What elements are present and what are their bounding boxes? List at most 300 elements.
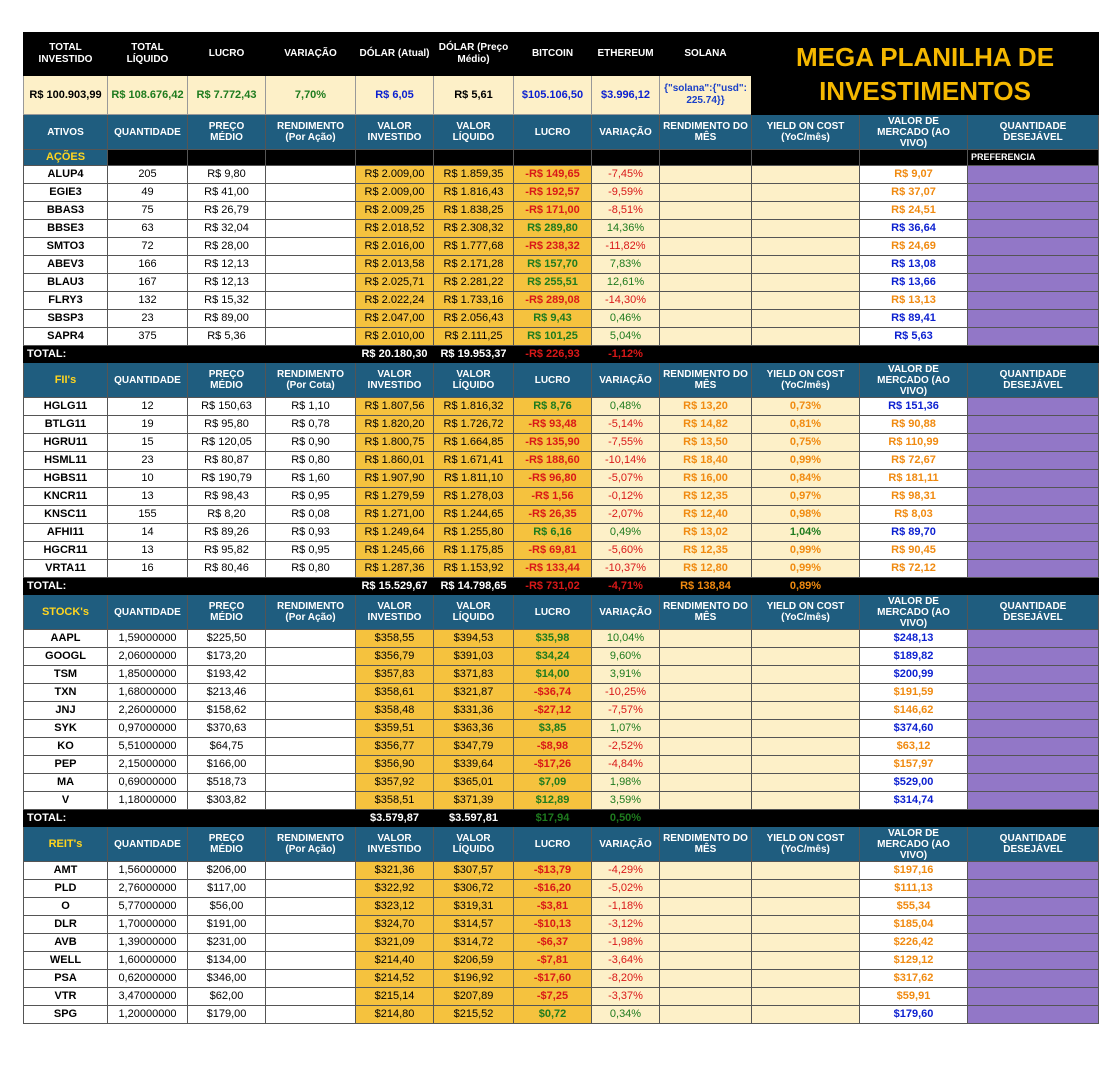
cell[interactable]: $371,83 bbox=[434, 666, 514, 684]
cell[interactable]: BBSE3 bbox=[24, 220, 108, 238]
cell[interactable]: R$ 2.025,71 bbox=[356, 274, 434, 292]
cell[interactable]: 49 bbox=[108, 184, 188, 202]
cell[interactable]: 1,07% bbox=[592, 720, 660, 738]
desired-quantity-cell[interactable] bbox=[968, 952, 1099, 970]
cell[interactable]: R$ 1.244,65 bbox=[434, 506, 514, 524]
cell[interactable]: $146,62 bbox=[860, 702, 968, 720]
cell[interactable]: $314,74 bbox=[860, 792, 968, 810]
cell[interactable]: $63,12 bbox=[860, 738, 968, 756]
cell[interactable]: R$ 2.009,00 bbox=[356, 166, 434, 184]
desired-quantity-cell[interactable] bbox=[968, 988, 1099, 1006]
cell[interactable]: 166 bbox=[108, 256, 188, 274]
cell[interactable]: R$ 2.009,00 bbox=[356, 184, 434, 202]
cell[interactable]: $200,99 bbox=[860, 666, 968, 684]
summary-value-cell[interactable]: R$ 108.676,42 bbox=[108, 76, 188, 115]
cell[interactable]: -R$ 26,35 bbox=[514, 506, 592, 524]
cell[interactable]: $358,48 bbox=[356, 702, 434, 720]
cell[interactable]: ALUP4 bbox=[24, 166, 108, 184]
cell[interactable]: R$ 5,63 bbox=[860, 328, 968, 346]
desired-quantity-cell[interactable] bbox=[968, 328, 1099, 346]
cell[interactable]: -10,37% bbox=[592, 560, 660, 578]
cell[interactable]: R$ 13,66 bbox=[860, 274, 968, 292]
cell[interactable] bbox=[752, 862, 860, 880]
desired-quantity-cell[interactable] bbox=[968, 452, 1099, 470]
cell[interactable]: KO bbox=[24, 738, 108, 756]
cell[interactable]: -9,59% bbox=[592, 184, 660, 202]
cell[interactable] bbox=[752, 238, 860, 256]
cell[interactable]: R$ 1.726,72 bbox=[434, 416, 514, 434]
cell[interactable]: R$ 18,40 bbox=[660, 452, 752, 470]
cell[interactable]: R$ 14,82 bbox=[660, 416, 752, 434]
cell[interactable]: -$27,12 bbox=[514, 702, 592, 720]
cell[interactable]: R$ 1.859,35 bbox=[434, 166, 514, 184]
cell[interactable]: $356,79 bbox=[356, 648, 434, 666]
cell[interactable]: R$ 157,70 bbox=[514, 256, 592, 274]
desired-quantity-cell[interactable] bbox=[968, 310, 1099, 328]
cell[interactable] bbox=[660, 310, 752, 328]
cell[interactable] bbox=[266, 738, 356, 756]
cell[interactable]: R$ 13,02 bbox=[660, 524, 752, 542]
cell[interactable]: -$6,37 bbox=[514, 934, 592, 952]
summary-value-cell[interactable]: $3.996,12 bbox=[592, 76, 660, 115]
cell[interactable]: $357,92 bbox=[356, 774, 434, 792]
cell[interactable]: R$ 2.018,52 bbox=[356, 220, 434, 238]
cell[interactable] bbox=[752, 220, 860, 238]
cell[interactable]: R$ 8,76 bbox=[514, 398, 592, 416]
cell[interactable]: $371,39 bbox=[434, 792, 514, 810]
cell[interactable]: $303,82 bbox=[188, 792, 266, 810]
cell[interactable] bbox=[660, 880, 752, 898]
cell[interactable] bbox=[266, 720, 356, 738]
cell[interactable]: -3,12% bbox=[592, 916, 660, 934]
cell[interactable]: $179,60 bbox=[860, 1006, 968, 1024]
cell[interactable]: R$ 1.287,36 bbox=[356, 560, 434, 578]
cell[interactable]: R$ 9,43 bbox=[514, 310, 592, 328]
desired-quantity-cell[interactable] bbox=[968, 774, 1099, 792]
cell[interactable]: 0,97% bbox=[752, 488, 860, 506]
desired-quantity-cell[interactable] bbox=[968, 220, 1099, 238]
desired-quantity-cell[interactable] bbox=[968, 470, 1099, 488]
cell[interactable]: V bbox=[24, 792, 108, 810]
cell[interactable]: $55,34 bbox=[860, 898, 968, 916]
cell[interactable]: R$ 80,87 bbox=[188, 452, 266, 470]
desired-quantity-cell[interactable] bbox=[968, 202, 1099, 220]
cell[interactable]: R$ 95,82 bbox=[188, 542, 266, 560]
cell[interactable]: -$8,98 bbox=[514, 738, 592, 756]
cell[interactable] bbox=[752, 184, 860, 202]
cell[interactable]: -R$ 96,80 bbox=[514, 470, 592, 488]
cell[interactable]: $59,91 bbox=[860, 988, 968, 1006]
cell[interactable]: $356,90 bbox=[356, 756, 434, 774]
cell[interactable]: SPG bbox=[24, 1006, 108, 1024]
desired-quantity-cell[interactable] bbox=[968, 434, 1099, 452]
cell[interactable]: TSM bbox=[24, 666, 108, 684]
desired-quantity-cell[interactable] bbox=[968, 398, 1099, 416]
cell[interactable]: 0,62000000 bbox=[108, 970, 188, 988]
cell[interactable]: $166,00 bbox=[188, 756, 266, 774]
cell[interactable]: $331,36 bbox=[434, 702, 514, 720]
cell[interactable]: GOOGL bbox=[24, 648, 108, 666]
cell[interactable]: $321,87 bbox=[434, 684, 514, 702]
cell[interactable]: -5,07% bbox=[592, 470, 660, 488]
cell[interactable] bbox=[752, 292, 860, 310]
cell[interactable]: R$ 0,90 bbox=[266, 434, 356, 452]
cell[interactable]: R$ 9,80 bbox=[188, 166, 266, 184]
cell[interactable]: $323,12 bbox=[356, 898, 434, 916]
cell[interactable]: -5,14% bbox=[592, 416, 660, 434]
cell[interactable]: R$ 41,00 bbox=[188, 184, 266, 202]
cell[interactable]: R$ 1.153,92 bbox=[434, 560, 514, 578]
cell[interactable] bbox=[660, 256, 752, 274]
summary-value-cell[interactable]: R$ 100.903,99 bbox=[24, 76, 108, 115]
cell[interactable]: -R$ 289,08 bbox=[514, 292, 592, 310]
cell[interactable] bbox=[752, 774, 860, 792]
cell[interactable] bbox=[266, 934, 356, 952]
cell[interactable]: R$ 0,78 bbox=[266, 416, 356, 434]
desired-quantity-cell[interactable] bbox=[968, 702, 1099, 720]
cell[interactable]: 2,15000000 bbox=[108, 756, 188, 774]
cell[interactable]: 1,68000000 bbox=[108, 684, 188, 702]
cell[interactable]: $0,72 bbox=[514, 1006, 592, 1024]
cell[interactable]: SAPR4 bbox=[24, 328, 108, 346]
cell[interactable]: 23 bbox=[108, 452, 188, 470]
cell[interactable]: R$ 89,70 bbox=[860, 524, 968, 542]
desired-quantity-cell[interactable] bbox=[968, 720, 1099, 738]
cell[interactable]: R$ 1.245,66 bbox=[356, 542, 434, 560]
cell[interactable]: SMTO3 bbox=[24, 238, 108, 256]
desired-quantity-cell[interactable] bbox=[968, 970, 1099, 988]
cell[interactable]: R$ 72,12 bbox=[860, 560, 968, 578]
cell[interactable]: BBAS3 bbox=[24, 202, 108, 220]
cell[interactable]: $196,92 bbox=[434, 970, 514, 988]
cell[interactable]: 2,76000000 bbox=[108, 880, 188, 898]
cell[interactable] bbox=[266, 880, 356, 898]
cell[interactable]: 0,73% bbox=[752, 398, 860, 416]
cell[interactable]: $347,79 bbox=[434, 738, 514, 756]
cell[interactable] bbox=[266, 952, 356, 970]
cell[interactable]: R$ 12,40 bbox=[660, 506, 752, 524]
cell[interactable]: O bbox=[24, 898, 108, 916]
cell[interactable]: $321,09 bbox=[356, 934, 434, 952]
cell[interactable] bbox=[266, 648, 356, 666]
cell[interactable]: R$ 0,95 bbox=[266, 542, 356, 560]
cell[interactable]: -2,52% bbox=[592, 738, 660, 756]
cell[interactable]: R$ 95,80 bbox=[188, 416, 266, 434]
cell[interactable]: 1,60000000 bbox=[108, 952, 188, 970]
cell[interactable]: 3,59% bbox=[592, 792, 660, 810]
cell[interactable]: R$ 1,10 bbox=[266, 398, 356, 416]
cell[interactable] bbox=[660, 862, 752, 880]
cell[interactable] bbox=[266, 898, 356, 916]
cell[interactable] bbox=[660, 988, 752, 1006]
cell[interactable]: -8,51% bbox=[592, 202, 660, 220]
cell[interactable]: 375 bbox=[108, 328, 188, 346]
cell[interactable]: $363,36 bbox=[434, 720, 514, 738]
cell[interactable] bbox=[660, 166, 752, 184]
cell[interactable]: 3,91% bbox=[592, 666, 660, 684]
cell[interactable]: 1,70000000 bbox=[108, 916, 188, 934]
cell[interactable]: -R$ 1,56 bbox=[514, 488, 592, 506]
cell[interactable] bbox=[752, 934, 860, 952]
cell[interactable]: 13 bbox=[108, 542, 188, 560]
cell[interactable]: R$ 1.255,80 bbox=[434, 524, 514, 542]
cell[interactable]: 0,48% bbox=[592, 398, 660, 416]
desired-quantity-cell[interactable] bbox=[968, 756, 1099, 774]
cell[interactable]: $157,97 bbox=[860, 756, 968, 774]
cell[interactable]: $62,00 bbox=[188, 988, 266, 1006]
cell[interactable]: $111,13 bbox=[860, 880, 968, 898]
cell[interactable]: HSML11 bbox=[24, 452, 108, 470]
cell[interactable]: R$ 1.278,03 bbox=[434, 488, 514, 506]
cell[interactable]: $356,77 bbox=[356, 738, 434, 756]
cell[interactable]: $134,00 bbox=[188, 952, 266, 970]
cell[interactable]: -$10,13 bbox=[514, 916, 592, 934]
cell[interactable]: R$ 2.308,32 bbox=[434, 220, 514, 238]
cell[interactable]: R$ 32,04 bbox=[188, 220, 266, 238]
cell[interactable] bbox=[660, 202, 752, 220]
cell[interactable]: R$ 89,26 bbox=[188, 524, 266, 542]
cell[interactable] bbox=[752, 1006, 860, 1024]
cell[interactable]: $214,40 bbox=[356, 952, 434, 970]
cell[interactable]: 72 bbox=[108, 238, 188, 256]
cell[interactable]: -10,14% bbox=[592, 452, 660, 470]
cell[interactable] bbox=[266, 256, 356, 274]
cell[interactable]: R$ 2.111,25 bbox=[434, 328, 514, 346]
cell[interactable] bbox=[660, 702, 752, 720]
cell[interactable]: R$ 150,63 bbox=[188, 398, 266, 416]
cell[interactable]: $56,00 bbox=[188, 898, 266, 916]
cell[interactable]: $207,89 bbox=[434, 988, 514, 1006]
cell[interactable]: $365,01 bbox=[434, 774, 514, 792]
desired-quantity-cell[interactable] bbox=[968, 292, 1099, 310]
cell[interactable]: $346,00 bbox=[188, 970, 266, 988]
cell[interactable]: 0,97000000 bbox=[108, 720, 188, 738]
cell[interactable]: $214,80 bbox=[356, 1006, 434, 1024]
cell[interactable]: R$ 24,51 bbox=[860, 202, 968, 220]
cell[interactable]: -$7,25 bbox=[514, 988, 592, 1006]
cell[interactable] bbox=[266, 238, 356, 256]
cell[interactable]: -$13,79 bbox=[514, 862, 592, 880]
cell[interactable]: R$ 1.664,85 bbox=[434, 434, 514, 452]
cell[interactable]: AVB bbox=[24, 934, 108, 952]
cell[interactable] bbox=[660, 184, 752, 202]
cell[interactable] bbox=[752, 328, 860, 346]
cell[interactable]: R$ 0,08 bbox=[266, 506, 356, 524]
cell[interactable]: R$ 151,36 bbox=[860, 398, 968, 416]
cell[interactable] bbox=[752, 666, 860, 684]
cell[interactable]: 14,36% bbox=[592, 220, 660, 238]
cell[interactable]: 0,49% bbox=[592, 524, 660, 542]
cell[interactable]: -R$ 93,48 bbox=[514, 416, 592, 434]
cell[interactable]: 7,83% bbox=[592, 256, 660, 274]
cell[interactable] bbox=[660, 238, 752, 256]
cell[interactable] bbox=[660, 720, 752, 738]
cell[interactable] bbox=[752, 916, 860, 934]
cell[interactable]: R$ 1.816,32 bbox=[434, 398, 514, 416]
cell[interactable]: 5,51000000 bbox=[108, 738, 188, 756]
cell[interactable]: -R$ 149,65 bbox=[514, 166, 592, 184]
summary-value-cell[interactable]: {"solana":{"usd": 225.74}} bbox=[660, 76, 752, 115]
cell[interactable]: VRTA11 bbox=[24, 560, 108, 578]
cell[interactable]: 12 bbox=[108, 398, 188, 416]
cell[interactable]: 1,04% bbox=[752, 524, 860, 542]
cell[interactable]: AAPL bbox=[24, 630, 108, 648]
cell[interactable]: R$ 1.271,00 bbox=[356, 506, 434, 524]
cell[interactable]: R$ 15,32 bbox=[188, 292, 266, 310]
cell[interactable]: 0,69000000 bbox=[108, 774, 188, 792]
cell[interactable]: -R$ 188,60 bbox=[514, 452, 592, 470]
cell[interactable] bbox=[752, 898, 860, 916]
cell[interactable]: 10 bbox=[108, 470, 188, 488]
cell[interactable]: -0,12% bbox=[592, 488, 660, 506]
cell[interactable] bbox=[660, 774, 752, 792]
cell[interactable]: $197,16 bbox=[860, 862, 968, 880]
cell[interactable]: R$ 26,79 bbox=[188, 202, 266, 220]
cell[interactable] bbox=[266, 184, 356, 202]
cell[interactable] bbox=[752, 738, 860, 756]
cell[interactable]: TXN bbox=[24, 684, 108, 702]
cell[interactable]: -R$ 238,32 bbox=[514, 238, 592, 256]
cell[interactable]: R$ 1.800,75 bbox=[356, 434, 434, 452]
cell[interactable]: KNSC11 bbox=[24, 506, 108, 524]
cell[interactable]: $206,59 bbox=[434, 952, 514, 970]
cell[interactable]: $359,51 bbox=[356, 720, 434, 738]
cell[interactable]: -3,37% bbox=[592, 988, 660, 1006]
cell[interactable]: $319,31 bbox=[434, 898, 514, 916]
cell[interactable]: HGCR11 bbox=[24, 542, 108, 560]
cell[interactable]: 63 bbox=[108, 220, 188, 238]
cell[interactable]: 5,77000000 bbox=[108, 898, 188, 916]
cell[interactable]: R$ 89,00 bbox=[188, 310, 266, 328]
cell[interactable]: R$ 1.671,41 bbox=[434, 452, 514, 470]
cell[interactable]: R$ 1.777,68 bbox=[434, 238, 514, 256]
cell[interactable] bbox=[752, 880, 860, 898]
cell[interactable] bbox=[266, 328, 356, 346]
cell[interactable]: $7,09 bbox=[514, 774, 592, 792]
cell[interactable]: R$ 12,80 bbox=[660, 560, 752, 578]
cell[interactable]: $306,72 bbox=[434, 880, 514, 898]
cell[interactable]: $129,12 bbox=[860, 952, 968, 970]
desired-quantity-cell[interactable] bbox=[968, 256, 1099, 274]
desired-quantity-cell[interactable] bbox=[968, 184, 1099, 202]
cell[interactable]: R$ 0,95 bbox=[266, 488, 356, 506]
cell[interactable]: R$ 1.860,01 bbox=[356, 452, 434, 470]
cell[interactable]: 23 bbox=[108, 310, 188, 328]
cell[interactable]: 9,60% bbox=[592, 648, 660, 666]
cell[interactable]: $12,89 bbox=[514, 792, 592, 810]
cell[interactable]: $374,60 bbox=[860, 720, 968, 738]
cell[interactable]: R$ 190,79 bbox=[188, 470, 266, 488]
cell[interactable] bbox=[752, 310, 860, 328]
cell[interactable]: $357,83 bbox=[356, 666, 434, 684]
cell[interactable]: 2,26000000 bbox=[108, 702, 188, 720]
cell[interactable] bbox=[660, 684, 752, 702]
cell[interactable] bbox=[752, 630, 860, 648]
cell[interactable]: $179,00 bbox=[188, 1006, 266, 1024]
cell[interactable]: DLR bbox=[24, 916, 108, 934]
cell[interactable]: R$ 1.175,85 bbox=[434, 542, 514, 560]
cell[interactable] bbox=[266, 684, 356, 702]
cell[interactable]: $358,55 bbox=[356, 630, 434, 648]
cell[interactable]: -14,30% bbox=[592, 292, 660, 310]
cell[interactable]: R$ 120,05 bbox=[188, 434, 266, 452]
cell[interactable]: $314,72 bbox=[434, 934, 514, 952]
cell[interactable]: $248,13 bbox=[860, 630, 968, 648]
cell[interactable]: R$ 181,11 bbox=[860, 470, 968, 488]
cell[interactable]: R$ 1.816,43 bbox=[434, 184, 514, 202]
cell[interactable]: -8,20% bbox=[592, 970, 660, 988]
cell[interactable]: $324,70 bbox=[356, 916, 434, 934]
cell[interactable]: ABEV3 bbox=[24, 256, 108, 274]
cell[interactable] bbox=[660, 934, 752, 952]
cell[interactable]: R$ 2.010,00 bbox=[356, 328, 434, 346]
desired-quantity-cell[interactable] bbox=[968, 542, 1099, 560]
cell[interactable]: 0,99% bbox=[752, 560, 860, 578]
cell[interactable]: R$ 1.279,59 bbox=[356, 488, 434, 506]
cell[interactable]: $226,42 bbox=[860, 934, 968, 952]
cell[interactable]: PSA bbox=[24, 970, 108, 988]
cell[interactable]: 1,18000000 bbox=[108, 792, 188, 810]
cell[interactable]: -$17,60 bbox=[514, 970, 592, 988]
desired-quantity-cell[interactable] bbox=[968, 916, 1099, 934]
cell[interactable]: R$ 2.056,43 bbox=[434, 310, 514, 328]
cell[interactable]: R$ 2.009,25 bbox=[356, 202, 434, 220]
cell[interactable] bbox=[660, 792, 752, 810]
desired-quantity-cell[interactable] bbox=[968, 792, 1099, 810]
cell[interactable] bbox=[752, 166, 860, 184]
cell[interactable]: $314,57 bbox=[434, 916, 514, 934]
cell[interactable]: $173,20 bbox=[188, 648, 266, 666]
cell[interactable]: 1,98% bbox=[592, 774, 660, 792]
cell[interactable]: R$ 1.811,10 bbox=[434, 470, 514, 488]
cell[interactable]: R$ 8,03 bbox=[860, 506, 968, 524]
cell[interactable]: -R$ 69,81 bbox=[514, 542, 592, 560]
cell[interactable]: R$ 2.022,24 bbox=[356, 292, 434, 310]
cell[interactable]: 75 bbox=[108, 202, 188, 220]
cell[interactable]: 0,34% bbox=[592, 1006, 660, 1024]
desired-quantity-cell[interactable] bbox=[968, 274, 1099, 292]
cell[interactable] bbox=[266, 862, 356, 880]
cell[interactable]: KNCR11 bbox=[24, 488, 108, 506]
cell[interactable] bbox=[266, 630, 356, 648]
cell[interactable] bbox=[266, 792, 356, 810]
cell[interactable]: -4,29% bbox=[592, 862, 660, 880]
cell[interactable]: $206,00 bbox=[188, 862, 266, 880]
cell[interactable] bbox=[752, 202, 860, 220]
desired-quantity-cell[interactable] bbox=[968, 488, 1099, 506]
cell[interactable]: R$ 1.838,25 bbox=[434, 202, 514, 220]
cell[interactable]: R$ 0,80 bbox=[266, 560, 356, 578]
cell[interactable]: -$16,20 bbox=[514, 880, 592, 898]
desired-quantity-cell[interactable] bbox=[968, 862, 1099, 880]
cell[interactable]: R$ 80,46 bbox=[188, 560, 266, 578]
cell[interactable]: -R$ 171,00 bbox=[514, 202, 592, 220]
cell[interactable]: R$ 0,80 bbox=[266, 452, 356, 470]
cell[interactable]: -5,60% bbox=[592, 542, 660, 560]
cell[interactable]: R$ 2.171,28 bbox=[434, 256, 514, 274]
cell[interactable]: R$ 1.907,90 bbox=[356, 470, 434, 488]
desired-quantity-cell[interactable] bbox=[968, 898, 1099, 916]
cell[interactable] bbox=[660, 220, 752, 238]
cell[interactable]: $317,62 bbox=[860, 970, 968, 988]
cell[interactable]: HGRU11 bbox=[24, 434, 108, 452]
cell[interactable]: R$ 12,13 bbox=[188, 274, 266, 292]
cell[interactable]: R$ 13,08 bbox=[860, 256, 968, 274]
cell[interactable] bbox=[266, 166, 356, 184]
cell[interactable]: $215,52 bbox=[434, 1006, 514, 1024]
cell[interactable]: $231,00 bbox=[188, 934, 266, 952]
cell[interactable]: R$ 1.249,64 bbox=[356, 524, 434, 542]
